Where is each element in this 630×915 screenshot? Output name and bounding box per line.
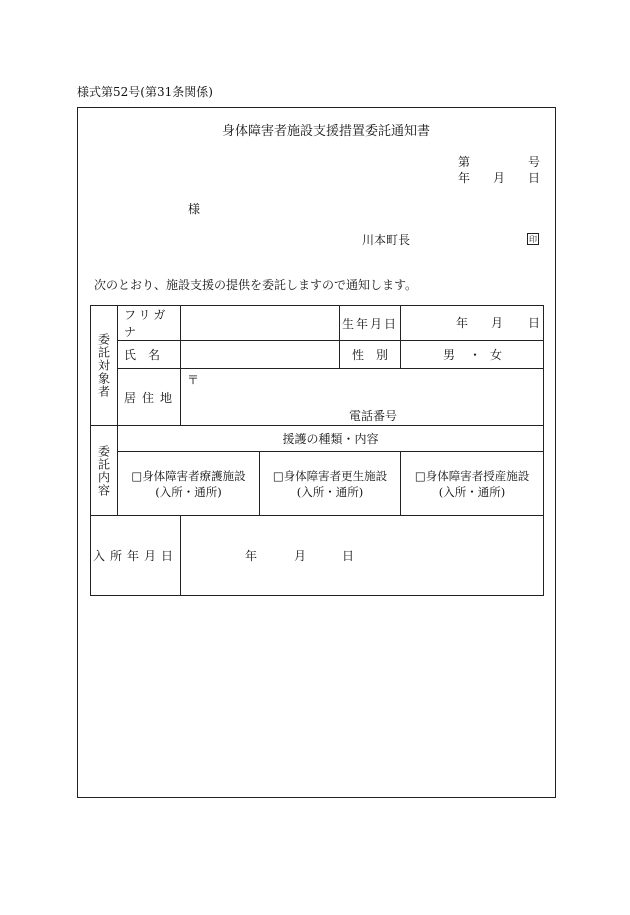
sex-separator: ・ bbox=[469, 347, 482, 362]
furigana-label: フリガナ bbox=[118, 306, 181, 341]
document-title: 身体障害者施設支援措置委託通知書 bbox=[222, 124, 431, 139]
option-ryogo[interactable] bbox=[118, 452, 260, 516]
option-kosei[interactable] bbox=[260, 452, 401, 516]
furigana-field[interactable] bbox=[181, 306, 340, 341]
sex-male[interactable]: 男 bbox=[443, 347, 456, 362]
option-kosei-name: 身体障害者更生施設 bbox=[283, 468, 388, 483]
option-jusan-sub: (入所・通所) bbox=[438, 484, 506, 499]
checkbox-jusan[interactable]: □ bbox=[414, 468, 426, 483]
postal-mark: 〒 bbox=[187, 372, 200, 387]
number-prefix: 第 bbox=[458, 155, 471, 169]
subject-section-cell bbox=[91, 306, 118, 426]
option-ryogo-sub: (入所・通所) bbox=[155, 484, 222, 499]
birthdate-label: 生年月日 bbox=[340, 306, 401, 341]
birth-year: 年 bbox=[456, 316, 469, 330]
content-header: 援護の種類・内容 bbox=[118, 426, 544, 452]
sex-field[interactable] bbox=[401, 341, 544, 369]
admission-label-cell bbox=[91, 516, 181, 596]
option-jusan-name: 身体障害者授産施設 bbox=[425, 468, 530, 483]
date-year: 年 bbox=[458, 171, 471, 185]
content-section-label: 委託内容 bbox=[96, 444, 111, 497]
option-jusan[interactable] bbox=[401, 452, 544, 516]
notice-table bbox=[90, 305, 544, 596]
seal-mark: 印 bbox=[529, 235, 537, 244]
checkbox-kosei[interactable]: □ bbox=[272, 468, 284, 483]
admission-year: 年 bbox=[245, 548, 258, 563]
address-field[interactable] bbox=[181, 369, 544, 426]
form-number: 様式第52号(第31条関係) bbox=[77, 85, 213, 99]
name-field[interactable] bbox=[181, 341, 340, 369]
birth-day: 日 bbox=[528, 316, 541, 330]
phone-label: 電話番号 bbox=[349, 408, 398, 423]
admission-label: 入所年月日 bbox=[92, 549, 178, 563]
sex-female[interactable]: 女 bbox=[490, 347, 503, 362]
name-label: 氏 名 bbox=[118, 341, 181, 369]
issuer: 川本町長 bbox=[362, 233, 411, 247]
number-suffix: 号 bbox=[528, 155, 541, 169]
address-label: 居住地 bbox=[118, 369, 181, 426]
admission-day: 日 bbox=[342, 548, 355, 563]
option-ryogo-name: 身体障害者療護施設 bbox=[142, 468, 246, 483]
checkbox-ryogo[interactable]: □ bbox=[131, 468, 143, 483]
birthdate-field[interactable] bbox=[401, 306, 544, 341]
date-month: 月 bbox=[493, 171, 506, 185]
content-section-cell bbox=[91, 426, 118, 516]
addressee-suffix: 様 bbox=[188, 202, 201, 216]
admission-month: 月 bbox=[294, 548, 307, 563]
subject-section-label: 委託対象者 bbox=[96, 333, 111, 398]
birth-month: 月 bbox=[491, 316, 504, 330]
admission-date-field[interactable] bbox=[181, 516, 544, 596]
option-kosei-sub: (入所・通所) bbox=[296, 484, 364, 499]
intro-text: 次のとおり、施設支援の提供を委託しますので通知します。 bbox=[94, 278, 418, 292]
date-day: 日 bbox=[528, 171, 541, 185]
sex-label: 性 別 bbox=[340, 341, 401, 369]
